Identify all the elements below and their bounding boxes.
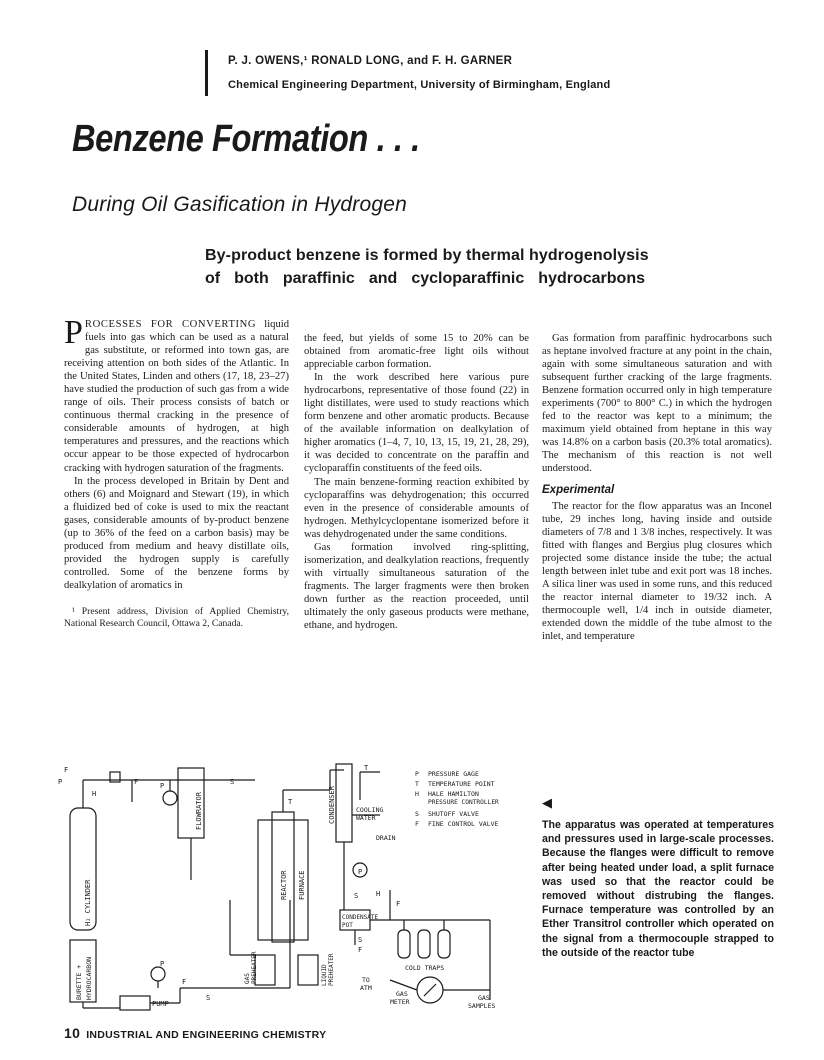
diagram-label: BURETTE + — [75, 964, 83, 1000]
body-column-1 — [64, 314, 289, 630]
diagram-label: T — [364, 764, 369, 772]
diagram-label: WATER — [356, 814, 376, 822]
paragraph: Gas formation involved ring-splitting, isomerization, and dealkylation reactions, frequently with virtually simultaneous saturation of the fragments. The larger fragments were then broken down further as the reaction proceeded, until ultimately the only gaseous products were methane, ethane, and hydrogen. — [304, 541, 529, 632]
diagram-label: S — [230, 778, 235, 786]
legend-text: HALE HAMILTON — [428, 790, 479, 798]
pressure-gauge-shape — [163, 791, 177, 805]
diagram-label: H — [92, 790, 97, 798]
diagram-label: CONDENSER — [328, 786, 336, 824]
section-heading: Experimental — [542, 483, 615, 496]
diagram-label: F — [396, 900, 401, 908]
body-column-3 — [542, 332, 772, 643]
diagram-label: COOLING — [356, 806, 384, 814]
h2-cylinder-shape — [70, 808, 96, 930]
author-rule — [205, 50, 208, 96]
paragraph: Gas formation from paraffinic hydrocarbons such as heptane involved fracture at any point in the chain, again with some simultaneous saturation and with subsequent further cracking of the large fragments. Benzene formation occurred only in high temperature experiments (700° to 800° C.) in which the hydrogen fed to the reactor was kept to a minimum; the maximum yield obtained from heptane in this way was 14.8% on a carbon basis (20.3% total aromatics). The mechanism of this reaction is not well understood. — [542, 333, 772, 475]
cold-trap-shape — [418, 930, 430, 958]
diagram-label: FURNACE — [298, 870, 306, 900]
paragraph: In the process developed in Britain by Dent and others (6) and Moignard and Stewart (19), in which a fluidized bed of coke is used to mix the reactant gases, considerable amounts of by-product benzene (up to 36% of the feed on a carbon basis) may be produced from medium and heavy distillate oils, provided the hydrogen supply is carefully controlled. Some of the benzene forms by dealkylation of aromatics in — [64, 475, 289, 591]
legend-key: H — [415, 790, 419, 798]
diagram-label: F — [182, 978, 187, 986]
legend-key: F — [415, 820, 419, 828]
diagram-label: S — [206, 994, 211, 1002]
diagram-label: DRAIN — [376, 834, 396, 842]
diagram-label: S — [358, 936, 363, 944]
diagram-label: P — [358, 868, 363, 876]
apparatus-diagram — [60, 760, 530, 1012]
paragraph: the feed, but yields of some 15 to 20% can be obtained from aromatic-free light oils without appreciable carbon formation. — [304, 333, 529, 371]
diagram-label: F — [358, 946, 363, 954]
diagram-label: S — [354, 892, 359, 900]
diagram-label: SAMPLES — [468, 1002, 496, 1010]
paragraph-text: liquid fuels into gas which can be used as a natural gas substitute, or reformed into town gas, are receiving attention on both sides of the Atlantic. In the United States, Linden and others (17, 18, 23–27) have studied the production of such gas from a wide range of oils. Their process consists of batch or continuous thermal cracking in the presence of considerable amounts of hydrogen, at high temperatures and pressures, and the reactions which occur appear to be those expected of hydrocarbon cracking with hydrogen saturation of the fragments. — [64, 319, 289, 474]
cold-trap-shape — [398, 930, 410, 958]
drop-cap: P — [64, 314, 83, 351]
legend-key: S — [415, 810, 419, 818]
cold-trap-shape — [438, 930, 450, 958]
body-column-2 — [304, 332, 529, 632]
diagram-legend — [415, 770, 499, 828]
diagram-label: METER — [390, 998, 410, 1006]
diagram-label: H — [376, 890, 381, 898]
diagram-label: PREHEATER — [328, 953, 335, 986]
legend-text: TEMPERATURE POINT — [428, 780, 495, 788]
diagram-label: HYDROCARBON — [85, 956, 93, 1000]
diagram-label: GAS — [244, 973, 251, 984]
diagram-label: ATM — [360, 984, 372, 992]
footnote: ¹ Present address, Division of Applied Chemistry, National Research Council, Ottawa 2, Canada. — [64, 605, 289, 629]
legend-key: T — [415, 780, 419, 788]
paragraph: In the work described here various pure hydrocarbons, representative of those found (22) in light distillates, were used to study reactions which form benzene and other aromatic products. Because of the available information on dealkylation of higher aromatics (1–4, 7, 10, 13, 15, 19, 21, 28, 29), it was decided to concentrate on the paraffin and cycloparaffin constituents of the feed oils. — [304, 372, 529, 475]
diagram-label: H₂ CYLINDER — [84, 879, 92, 926]
diagram-label: PREHEATER — [251, 951, 258, 984]
paragraph: The reactor for the flow apparatus was an Inconel tube, 29 inches long, having inside and outside diameters of 7/8 and 1 3/8 inches, respectively. It was fitted with flanges and Bergius plug closures which projected some distance inside the tube; the actual length between inlet tube and exit port was 18 inches. A silica liner was used in some runs, and this reduced the reactor internal diameter to 19/32 inch. A thermocouple well, 1/4 inch in outside diameter, extended down the middle of the tube almost to the inlet, and temperature — [542, 500, 772, 643]
diagram-label: GAS — [478, 994, 490, 1002]
diagram-label: FLOWRATOR — [195, 792, 203, 830]
diagram-label: LIQUID — [321, 964, 328, 986]
page-footer — [64, 1025, 326, 1041]
diagram-label: PUMP — [152, 1000, 169, 1008]
diagram-label: P — [160, 782, 165, 790]
diagram-label: POT — [342, 922, 353, 929]
diagram-label: F — [64, 766, 69, 774]
deck-line-2: of both paraffinic and cycloparaffinic hydrocarbons — [205, 270, 645, 287]
legend-text: PRESSURE GAGE — [428, 770, 479, 778]
diagram-label: F — [134, 778, 139, 786]
legend-key: P — [415, 770, 419, 778]
diagram-label: TO — [362, 976, 370, 984]
diagram-label: REACTOR — [280, 870, 288, 900]
authors: P. J. OWENS,¹ RONALD LONG, and F. H. GARNER — [228, 55, 513, 67]
affiliation: Chemical Engineering Department, University of Birmingham, England — [228, 79, 611, 91]
diagram-label: COLD TRAPS — [405, 964, 445, 972]
figure-caption: The apparatus was operated at temperatures and pressures used in large-scale processes. Because the flanges were difficult to remove after being heated under load, a split furnace was used so that the reactor could be removed without distrubing the flanges. Furnace temperature was controlled by an Ether Transitrol controller which operated on the signal from a thermocouple strapped to the outside of the reactor tube — [542, 819, 774, 959]
article-title: Benzene Formation . . . — [72, 118, 420, 160]
condenser-shape — [336, 764, 352, 842]
legend-text: PRESSURE CONTROLLER — [428, 799, 499, 806]
diagram-label: CONDENSATE — [342, 914, 379, 921]
lead-in: ROCESSES FOR CONVERTING — [84, 319, 257, 330]
legend-text: SHUTOFF VALVE — [428, 810, 479, 818]
page-number: 10 — [64, 1025, 81, 1041]
pump-shape — [120, 996, 150, 1010]
paragraph — [64, 314, 289, 475]
diagram-label: P — [58, 778, 63, 786]
diagram-label: T — [288, 798, 293, 806]
diagram-label: GAS — [396, 990, 408, 998]
legend-text: FINE CONTROL VALVE — [428, 820, 499, 828]
article-subtitle: During Oil Gasification in Hydrogen — [72, 193, 407, 216]
caption-arrow-icon: ◀ — [542, 796, 552, 811]
journal-name: INDUSTRIAL AND ENGINEERING CHEMISTRY — [86, 1029, 327, 1041]
diagram-label: P — [160, 960, 165, 968]
deck-line-1: By-product benzene is formed by thermal hydrogenolysis — [205, 247, 649, 264]
paragraph: The main benzene-forming reaction exhibited by cycloparaffins was dehydrogenation; this occurred even in the presence of considerable amounts of hydrogen. Methylcyclopentane isomerized before it was dehydrogenated under the same conditions. — [304, 476, 529, 540]
